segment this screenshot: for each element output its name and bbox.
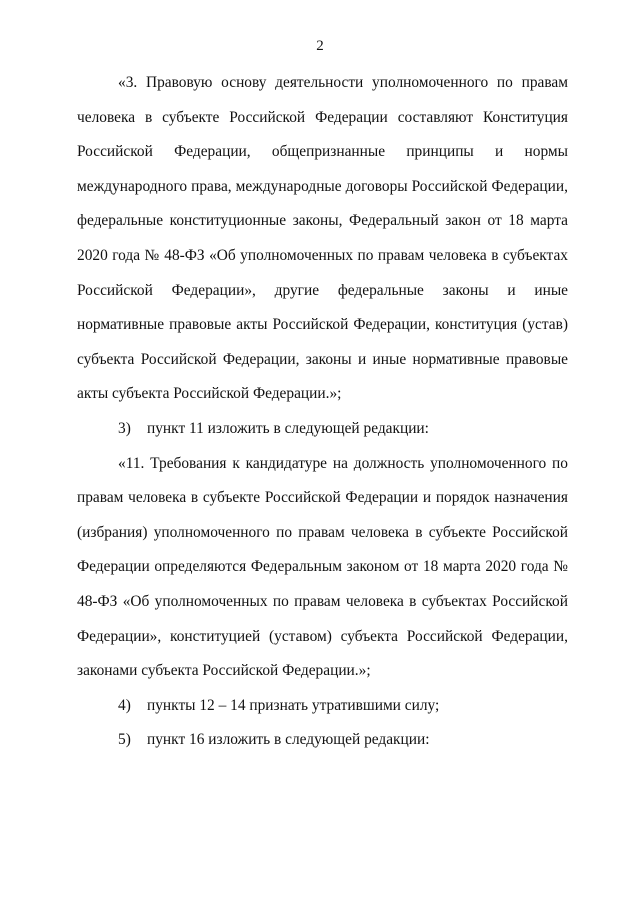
paragraph-clause-3: «3. Правовую основу деятельности уполномоченного по правам человека в субъекте Российской Федерации составляют Конституция Российской Федерации, общепризнанные принципы и нормы международного права, международные договоры Российской Федерации, федеральные конституционные законы, Федеральный закон от 18 марта 2020 года № 48-ФЗ «Об уполномоченных по правам человека в субъектах Российской Федерации», другие федеральные законы и иные нормативные правовые акты Российской Федерации, конституция (устав) субъекта Российской Федерации, законы и иные нормативные правовые акты субъекта Российской Федерации.»; [77, 74, 568, 403]
list-item-number: 3) [118, 419, 131, 437]
list-item-number: 4) [118, 696, 131, 714]
list-item-number: 5) [118, 731, 131, 749]
document-body [77, 66, 568, 758]
list-item-5 [77, 723, 568, 758]
list-item-text: пункты 12 – 14 признать утратившими силу; [147, 696, 440, 714]
page-number: 2 [316, 38, 324, 54]
list-item-text: пункт 16 изложить в следующей редакции: [147, 731, 430, 749]
paragraph-clause-11: «11. Требования к кандидатуре на должность уполномоченного по правам человека в субъекте Российской Федерации и порядок назначения (избрания) уполномоченного по правам человека в субъекте Российской Федерации определяются Федеральным законом от 18 марта 2020 года № 48-ФЗ «Об уполномоченных по правам человека в субъектах Российской Федерации», конституцией (уставом) субъекта Российской Федерации, законами субъекта Российской Федерации.»; [77, 454, 568, 680]
list-item-4 [77, 689, 568, 724]
list-item-3 [77, 412, 568, 447]
list-item-text: пункт 11 изложить в следующей редакции: [147, 419, 429, 437]
